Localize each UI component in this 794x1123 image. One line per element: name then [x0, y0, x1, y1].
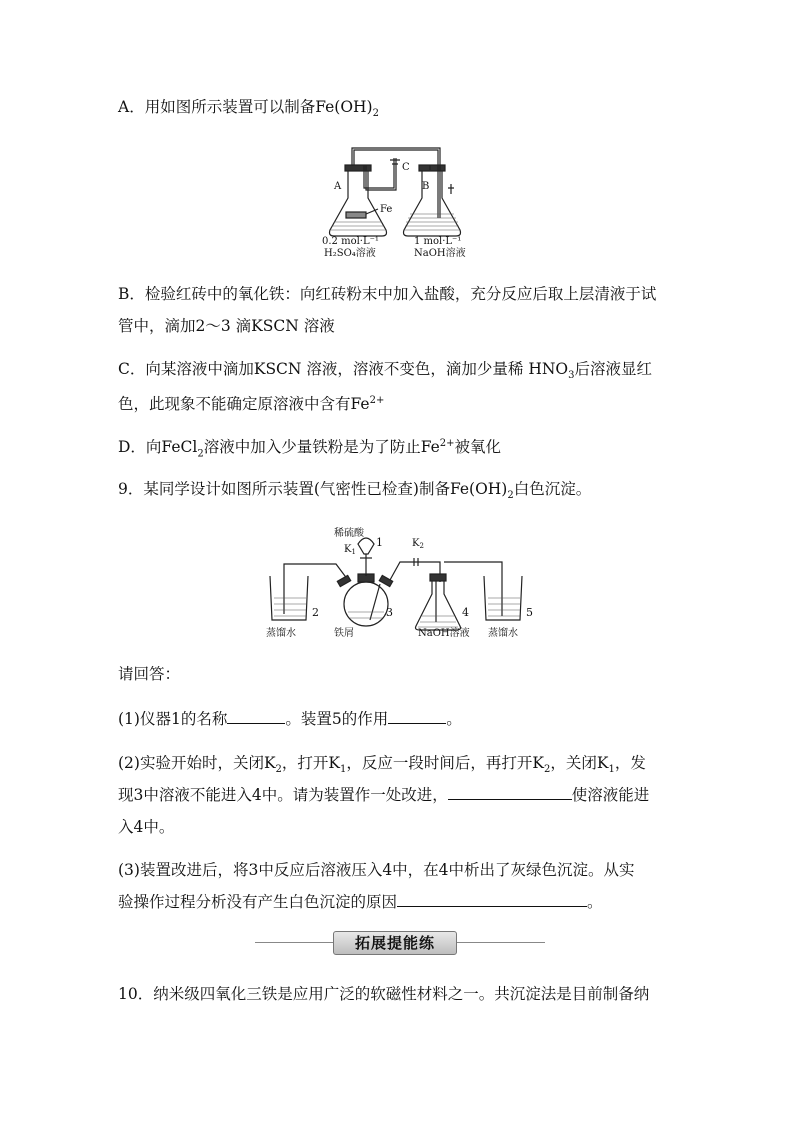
banner-rule-left: [255, 942, 333, 943]
label-k2: $K_2$: [412, 538, 424, 550]
option-c-line2: 色，此现象不能确定原溶液中含有$Fe^{2+}$: [118, 395, 385, 414]
option-c-line1: C．向某溶液中滴加KSCN 溶液，溶液不变色，滴加少量稀 $HNO_3$后溶液显红: [118, 360, 653, 382]
option-b-line2: 管中，滴加2～3 滴KSCN 溶液: [118, 317, 335, 335]
label-5: 5: [526, 606, 533, 619]
banner-rule-right: [457, 942, 545, 943]
question-9-3-line2: 验操作过程分析没有产生白色沉淀的原因 。: [118, 893, 603, 911]
label-3: 3: [386, 606, 393, 619]
section-banner: [255, 930, 545, 956]
figure-white-precipitate-apparatus: [262, 524, 537, 640]
question-9-2-line3: 入4中。: [118, 818, 175, 836]
right-concentration: 1 mol·L⁻¹: [414, 236, 462, 247]
label-distilled-water-right: 蒸馏水: [488, 628, 518, 639]
answer-prompt: 请回答：: [118, 665, 181, 683]
label-distilled-water-left: 蒸馏水: [266, 628, 296, 639]
label-4: 4: [462, 606, 469, 619]
label-1: 1: [376, 536, 383, 549]
question-9-2-line2: 现3中溶液不能进入4中。请为装置作一处改进， 使溶液能进: [118, 786, 650, 804]
figure-fe-oh2-apparatus: [318, 138, 488, 258]
question-9-1: (1)仪器1的名称 。装置5的作用 。: [118, 710, 462, 728]
question-9-2-line1: (2)实验开始时，关闭$K_2$，打开$K_1$，反应一段时间后，再打开$K_2$，关闭$K_1$，发: [118, 754, 646, 776]
label-2: 2: [312, 606, 319, 619]
answer-blank-3[interactable]: [448, 785, 572, 800]
question-9: 9．某同学设计如图所示装置(气密性已检查)制备$Fe(OH)_2$白色沉淀。: [118, 480, 592, 502]
option-b-line1: B．检验红砖中的氧化铁：向红砖粉末中加入盐酸，充分反应后取上层清液于试: [118, 285, 657, 303]
label-b: B: [422, 181, 430, 192]
answer-blank-4[interactable]: [397, 892, 587, 907]
label-dilute-acid: 稀硫酸: [334, 528, 364, 539]
left-concentration: 0.2 mol·L⁻¹: [322, 236, 379, 247]
option-d: D．向FeCl$_2$溶液中加入少量铁粉是为了防止$Fe^{2+}$被氧化: [118, 438, 502, 460]
answer-blank-2[interactable]: [388, 709, 446, 724]
answer-blank-1[interactable]: [227, 709, 285, 724]
label-c: C: [402, 162, 410, 173]
question-10-line1: 10．纳米级四氧化三铁是应用广泛的软磁性材料之一。共沉淀法是目前制备纳: [118, 985, 650, 1003]
right-solution: NaOH溶液: [414, 248, 466, 258]
label-iron-filings: 铁屑: [334, 628, 354, 639]
label-fe: Fe: [380, 204, 393, 215]
label-k1: $K_1$: [344, 544, 356, 556]
label-naoh-solution: NaOH溶液: [418, 628, 470, 639]
label-a: A: [334, 181, 342, 192]
section-banner-label: 拓展提能练: [333, 931, 457, 955]
left-solution: H₂SO₄溶液: [324, 248, 376, 258]
question-9-3-line1: (3)装置改进后，将3中反应后溶液压入4中，在4中析出了灰绿色沉淀。从实: [118, 861, 635, 879]
option-a: A．用如图所示装置可以制备$Fe(OH)_2$: [118, 98, 379, 120]
